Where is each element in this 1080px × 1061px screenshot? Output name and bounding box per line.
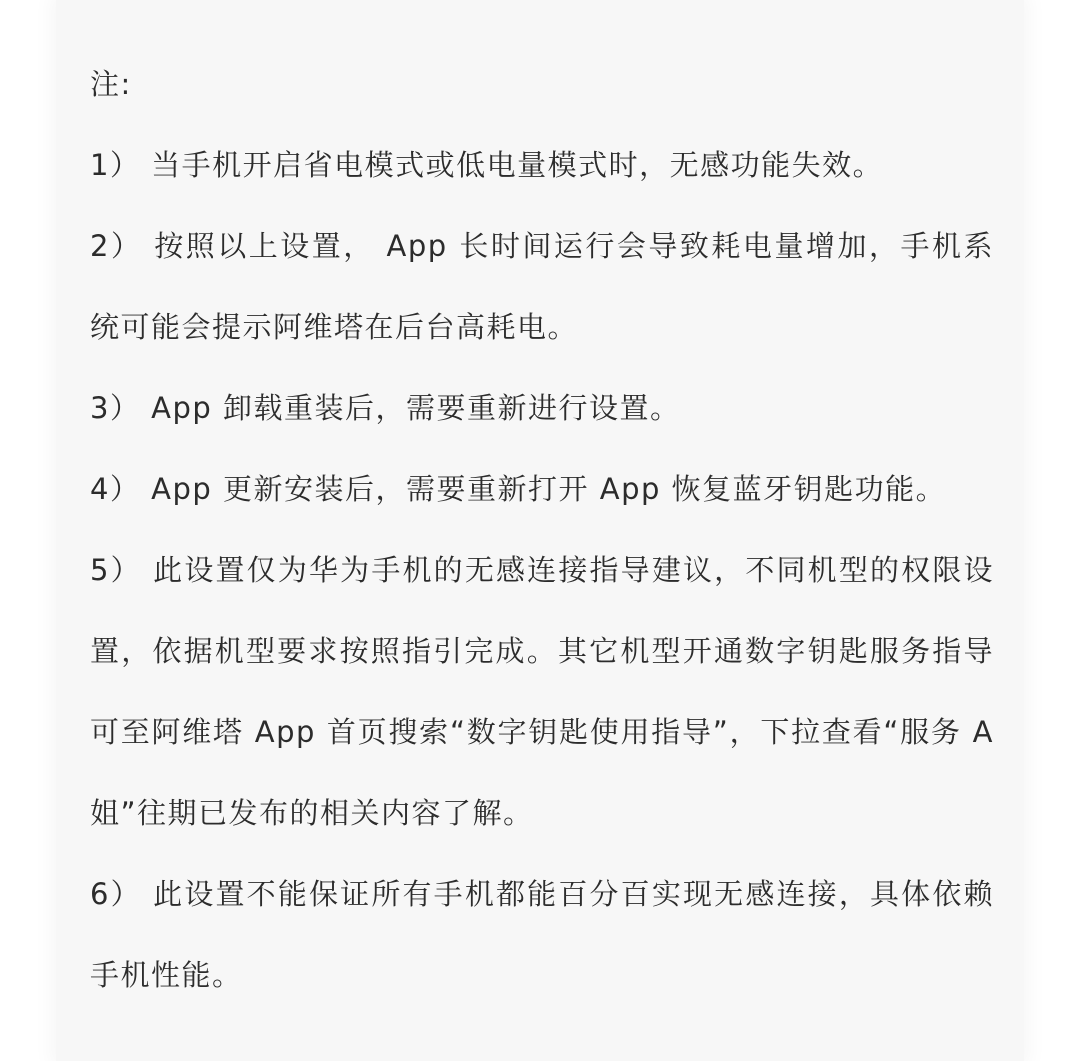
article-page xyxy=(56,0,1024,1061)
note-item-6: 6） 此设置不能保证所有手机都能百分百实现无感连接，具体依赖手机性能。 xyxy=(90,877,994,992)
note-item-2: 2） 按照以上设置， App 长时间运行会导致耗电量增加，手机系统可能会提示阿维塔在后台高耗电。 xyxy=(90,229,994,344)
note-section xyxy=(90,44,994,1016)
note-item-5: 5） 此设置仅为华为手机的无感连接指导建议，不同机型的权限设置，依据机型要求按照指引完成。其它机型开通数字钥匙服务指导可至阿维塔 App 首页搜索“数字钥匙使用指导”，下拉查看“服务 A 姐”往期已发布的相关内容了解。 xyxy=(90,553,994,830)
note-heading: 注: xyxy=(90,67,132,101)
note-item-1: 1） 当手机开启省电模式或低电量模式时，无感功能失效。 xyxy=(90,148,884,182)
note-item-3: 3） App 卸载重装后，需要重新进行设置。 xyxy=(90,391,681,425)
note-item-4: 4） App 更新安装后，需要重新打开 App 恢复蓝牙钥匙功能。 xyxy=(90,472,947,506)
